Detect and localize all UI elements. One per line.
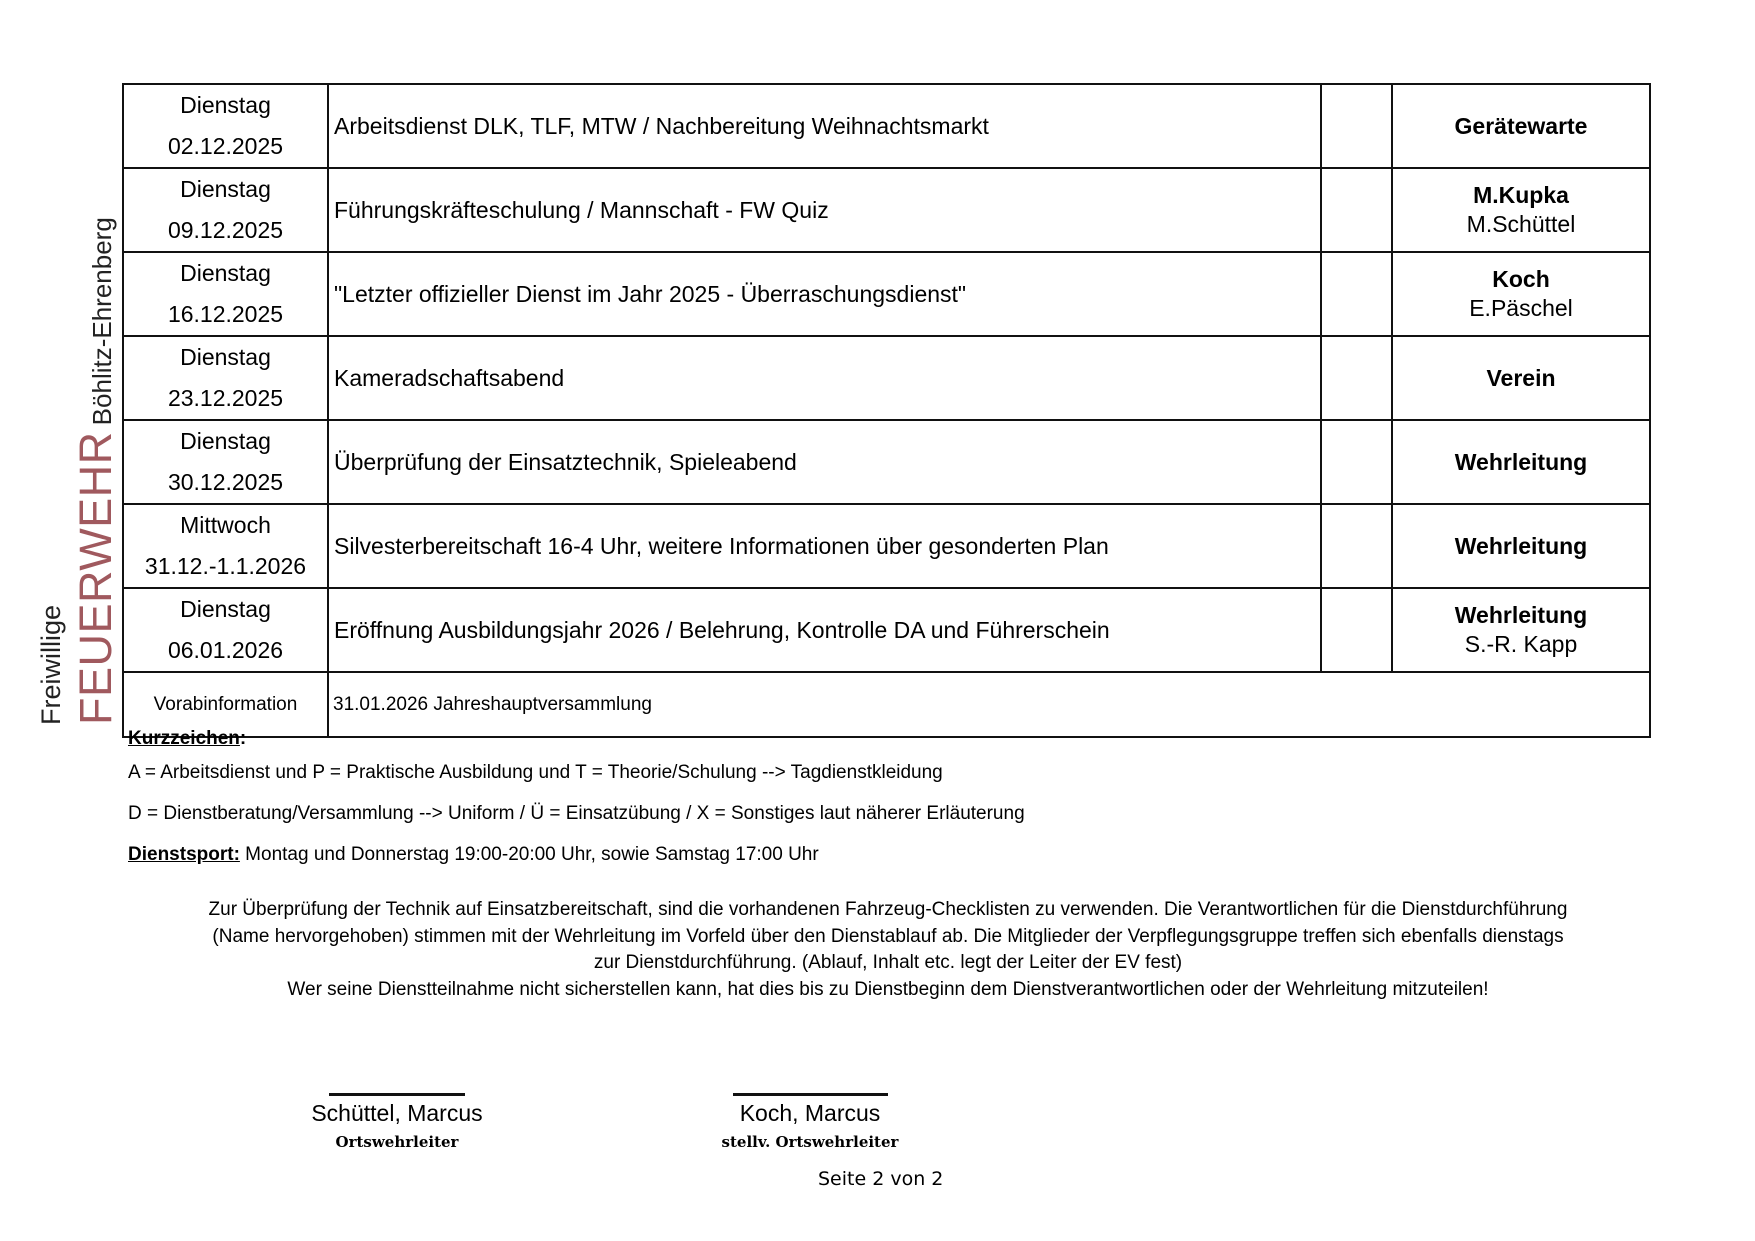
notice-line-4: Wer seine Dienstteilnahme nicht sicherstellen kann, hat dies bis zu Dienstbeginn dem Dienstverantwortlichen oder der Wehrleitung mitzuteilen!	[287, 978, 1489, 1000]
signature-line	[733, 1093, 888, 1096]
responsible-cell	[1392, 504, 1650, 588]
date: 02.12.2025	[167, 133, 284, 159]
responsible-cell	[1392, 252, 1650, 336]
schedule-row	[123, 588, 1650, 672]
description-cell: Eröffnung Ausbildungsjahr 2026 / Belehrung, Kontrolle DA und Führerschein	[328, 588, 1321, 672]
responsible-main: Wehrleitung	[1454, 532, 1588, 559]
preinfo-row	[123, 672, 1650, 737]
weekday: Dienstag	[180, 260, 271, 286]
weekday: Dienstag	[180, 176, 271, 202]
notice-line-1: Zur Überprüfung der Technik auf Einsatzbereitschaft, sind die vorhandenen Fahrzeug-Checklisten zu verwenden. Die Verantwortlichen für die Dienstdurchführung	[208, 899, 1568, 920]
sport-label: Dienstsport:	[128, 844, 240, 865]
notice-block	[128, 897, 1648, 1003]
description-cell: "Letzter offizieller Dienst im Jahr 2025 - Überraschungsdienst"	[328, 252, 1321, 336]
responsible-main: Verein	[1486, 364, 1556, 391]
weekday: Mittwoch	[180, 512, 271, 538]
legend-heading-suffix: :	[239, 728, 247, 749]
weekday: Dienstag	[180, 596, 271, 622]
mark-cell	[1321, 252, 1392, 336]
schedule-row	[123, 168, 1650, 252]
legend-line-2: D = Dienstberatung/Versammlung --> Uniform / Ü = Einsatzübung / X = Sonstiges laut näherer Erläuterung	[128, 803, 1025, 824]
sport-text: Montag und Donnerstag 19:00-20:00 Uhr, sowie Samstag 17:00 Uhr	[239, 844, 819, 865]
date: 30.12.2025	[167, 469, 284, 495]
date-cell	[123, 84, 328, 168]
description-cell: Silvesterbereitschaft 16-4 Uhr, weitere Informationen über gesonderten Plan	[328, 504, 1321, 588]
responsible-main: Wehrleitung	[1454, 448, 1588, 475]
signature-block	[700, 1093, 920, 1151]
weekday: Dienstag	[180, 428, 271, 454]
schedule-row	[123, 504, 1650, 588]
date-cell	[123, 504, 328, 588]
signature-role: stellv. Ortswehrleiter	[721, 1133, 899, 1151]
date: 09.12.2025	[167, 217, 284, 243]
responsible-main: Gerätewarte	[1454, 112, 1588, 139]
responsible-cell	[1392, 84, 1650, 168]
description-cell: Kameradschaftsabend	[328, 336, 1321, 420]
signature-name: Schüttel, Marcus	[311, 1100, 483, 1126]
schedule-row	[123, 252, 1650, 336]
responsible-cell	[1392, 588, 1650, 672]
schedule-table	[122, 83, 1651, 738]
sidebar-feuerwehr: FEUERWEHR	[70, 431, 121, 725]
signature-role: Ortswehrleiter	[335, 1133, 459, 1151]
date: 23.12.2025	[167, 385, 284, 411]
weekday: Dienstag	[180, 92, 271, 118]
legend-heading-line	[128, 728, 246, 750]
sidebar-town: Böhlitz-Ehrenberg	[87, 217, 117, 426]
description-cell: Arbeitsdienst DLK, TLF, MTW / Nachbereitung Weihnachtsmarkt	[328, 84, 1321, 168]
date-cell	[123, 168, 328, 252]
notice-line-3: zur Dienstdurchführung. (Ablauf, Inhalt etc. legt der Leiter der EV fest)	[593, 952, 1183, 973]
mark-cell	[1321, 168, 1392, 252]
legend-line-1: A = Arbeitsdienst und P = Praktische Ausbildung und T = Theorie/Schulung --> Tagdienstkleidung	[128, 762, 943, 783]
date: 31.12.-1.1.2026	[144, 553, 307, 579]
responsible-sub: E.Päschel	[1469, 295, 1573, 321]
preinfo-label: Vorabinformation	[123, 672, 328, 737]
sidebar-brand-line	[70, 217, 122, 725]
mark-cell	[1321, 420, 1392, 504]
responsible-cell	[1392, 420, 1650, 504]
legend-heading: Kurzzeichen	[128, 728, 240, 749]
responsible-cell	[1392, 168, 1650, 252]
date: 06.01.2026	[167, 637, 284, 663]
signature-block	[297, 1093, 497, 1151]
preinfo-text: 31.01.2026 Jahreshauptversammlung	[328, 672, 1650, 737]
mark-cell	[1321, 504, 1392, 588]
sidebar-freiwillige: Freiwillige	[36, 604, 66, 725]
date-cell	[123, 588, 328, 672]
schedule-row	[123, 420, 1650, 504]
schedule-row	[123, 336, 1650, 420]
schedule-row	[123, 84, 1650, 168]
responsible-sub: M.Schüttel	[1466, 211, 1576, 237]
page-number: Seite 2 von 2	[818, 1168, 944, 1190]
date-cell	[123, 420, 328, 504]
date-cell	[123, 336, 328, 420]
date: 16.12.2025	[167, 301, 284, 327]
date-cell	[123, 252, 328, 336]
responsible-main: Koch	[1492, 266, 1550, 292]
responsible-main: Wehrleitung	[1454, 602, 1588, 628]
responsible-cell	[1392, 336, 1650, 420]
mark-cell	[1321, 84, 1392, 168]
sport-line	[128, 844, 819, 866]
mark-cell	[1321, 588, 1392, 672]
signature-name: Koch, Marcus	[739, 1100, 881, 1126]
mark-cell	[1321, 336, 1392, 420]
responsible-sub: S.-R. Kapp	[1464, 631, 1578, 657]
signature-line	[329, 1093, 465, 1096]
weekday: Dienstag	[180, 344, 271, 370]
responsible-main: M.Kupka	[1473, 182, 1569, 208]
description-cell: Überprüfung der Einsatztechnik, Spieleabend	[328, 420, 1321, 504]
notice-line-2: (Name hervorgehoben) stimmen mit der Wehrleitung im Vorfeld über den Dienstablauf ab. Die Mitglieder der Verpflegungsgruppe treffen sich ebenfalls dienstags	[212, 925, 1564, 947]
description-cell: Führungskräfteschulung / Mannschaft - FW Quiz	[328, 168, 1321, 252]
